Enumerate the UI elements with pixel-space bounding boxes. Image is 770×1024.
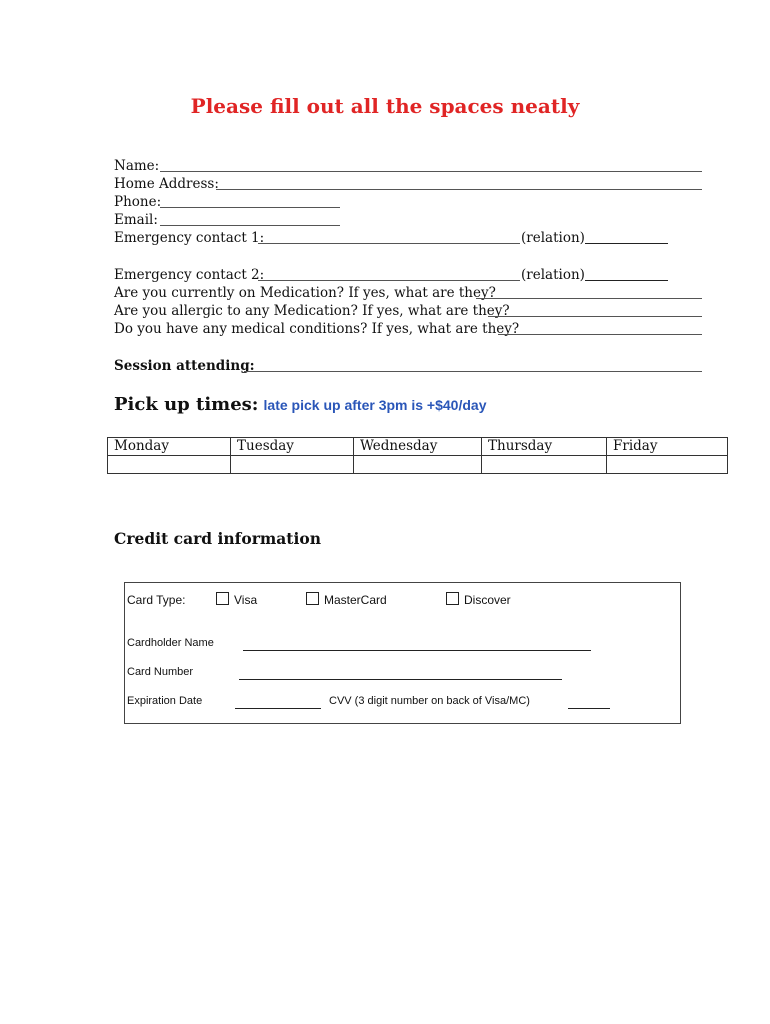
phone-field: [114, 193, 344, 211]
medical-conditions-line[interactable]: [498, 334, 702, 335]
monday-time-cell[interactable]: [108, 456, 231, 474]
pickup-label: Pick up times:: [114, 394, 259, 415]
email-label: Email:: [114, 212, 158, 228]
cardholder-name-line[interactable]: [243, 637, 591, 651]
card-number-line[interactable]: [239, 666, 562, 680]
relation-1-line[interactable]: [585, 230, 668, 244]
cvv-line[interactable]: [568, 695, 610, 709]
allergic-line[interactable]: [488, 316, 702, 317]
expiration-date-label: Expiration Date: [127, 695, 203, 707]
tuesday-time-cell[interactable]: [231, 456, 354, 474]
discover-checkbox[interactable]: [446, 592, 459, 605]
late-pickup-note: late pick up after 3pm is +$40/day: [263, 397, 487, 413]
session-line[interactable]: [244, 371, 702, 372]
cardholder-name-label: Cardholder Name: [127, 637, 214, 649]
session-label: Session attending:: [114, 358, 255, 374]
emergency-contact-1-line[interactable]: [258, 243, 520, 244]
home-address-field: [114, 175, 702, 193]
relation-2-label: (relation): [521, 267, 585, 283]
allergic-field: [114, 302, 702, 320]
day-monday: Monday: [108, 438, 231, 456]
relation-1-label: (relation): [521, 230, 585, 246]
visa-label: Visa: [234, 593, 258, 607]
discover-label: Discover: [464, 593, 511, 607]
card-type-label: Card Type:: [127, 593, 186, 607]
cvv-label: CVV (3 digit number on back of Visa/MC): [329, 695, 530, 707]
day-wednesday: Wednesday: [354, 438, 482, 456]
medication-field: [114, 284, 702, 302]
wednesday-time-cell[interactable]: [354, 456, 482, 474]
mastercard-checkbox[interactable]: [306, 592, 319, 605]
pickup-heading: [114, 394, 486, 415]
relation-2-line[interactable]: [585, 267, 668, 281]
thursday-time-cell[interactable]: [482, 456, 607, 474]
expiration-date-line[interactable]: [235, 695, 321, 709]
home-address-label: Home Address:: [114, 176, 219, 192]
day-tuesday: Tuesday: [231, 438, 354, 456]
phone-line[interactable]: [160, 207, 340, 208]
medication-label: Are you currently on Medication? If yes, what are they?: [114, 285, 496, 301]
session-field: [114, 357, 702, 375]
pickup-header-row: [108, 438, 728, 456]
emergency-contact-2-field: [114, 266, 674, 284]
day-friday: Friday: [607, 438, 728, 456]
emergency-contact-2-line[interactable]: [258, 280, 520, 281]
day-thursday: Thursday: [482, 438, 607, 456]
email-field: [114, 211, 344, 229]
medical-conditions-field: [114, 320, 702, 338]
email-line[interactable]: [160, 225, 340, 226]
credit-card-heading: Credit card information: [114, 529, 321, 548]
emergency-contact-1-label: Emergency contact 1:: [114, 230, 265, 246]
emergency-contact-1-field: [114, 229, 674, 247]
name-field: [114, 157, 702, 175]
pickup-entry-row: [108, 456, 728, 474]
name-line[interactable]: [160, 171, 702, 172]
credit-card-box: [124, 582, 681, 724]
medication-line[interactable]: [476, 298, 702, 299]
allergic-label: Are you allergic to any Medication? If yes, what are they?: [114, 303, 510, 319]
emergency-contact-2-label: Emergency contact 2:: [114, 267, 265, 283]
visa-checkbox[interactable]: [216, 592, 229, 605]
mastercard-label: MasterCard: [324, 593, 387, 607]
medical-conditions-label: Do you have any medical conditions? If yes, what are they?: [114, 321, 520, 337]
phone-label: Phone:: [114, 194, 162, 210]
pickup-table: [107, 437, 728, 474]
name-label: Name:: [114, 158, 160, 174]
friday-time-cell[interactable]: [607, 456, 728, 474]
card-number-label: Card Number: [127, 666, 194, 678]
form-title: Please fill out all the spaces neatly: [190, 94, 580, 118]
home-address-line[interactable]: [216, 189, 702, 190]
